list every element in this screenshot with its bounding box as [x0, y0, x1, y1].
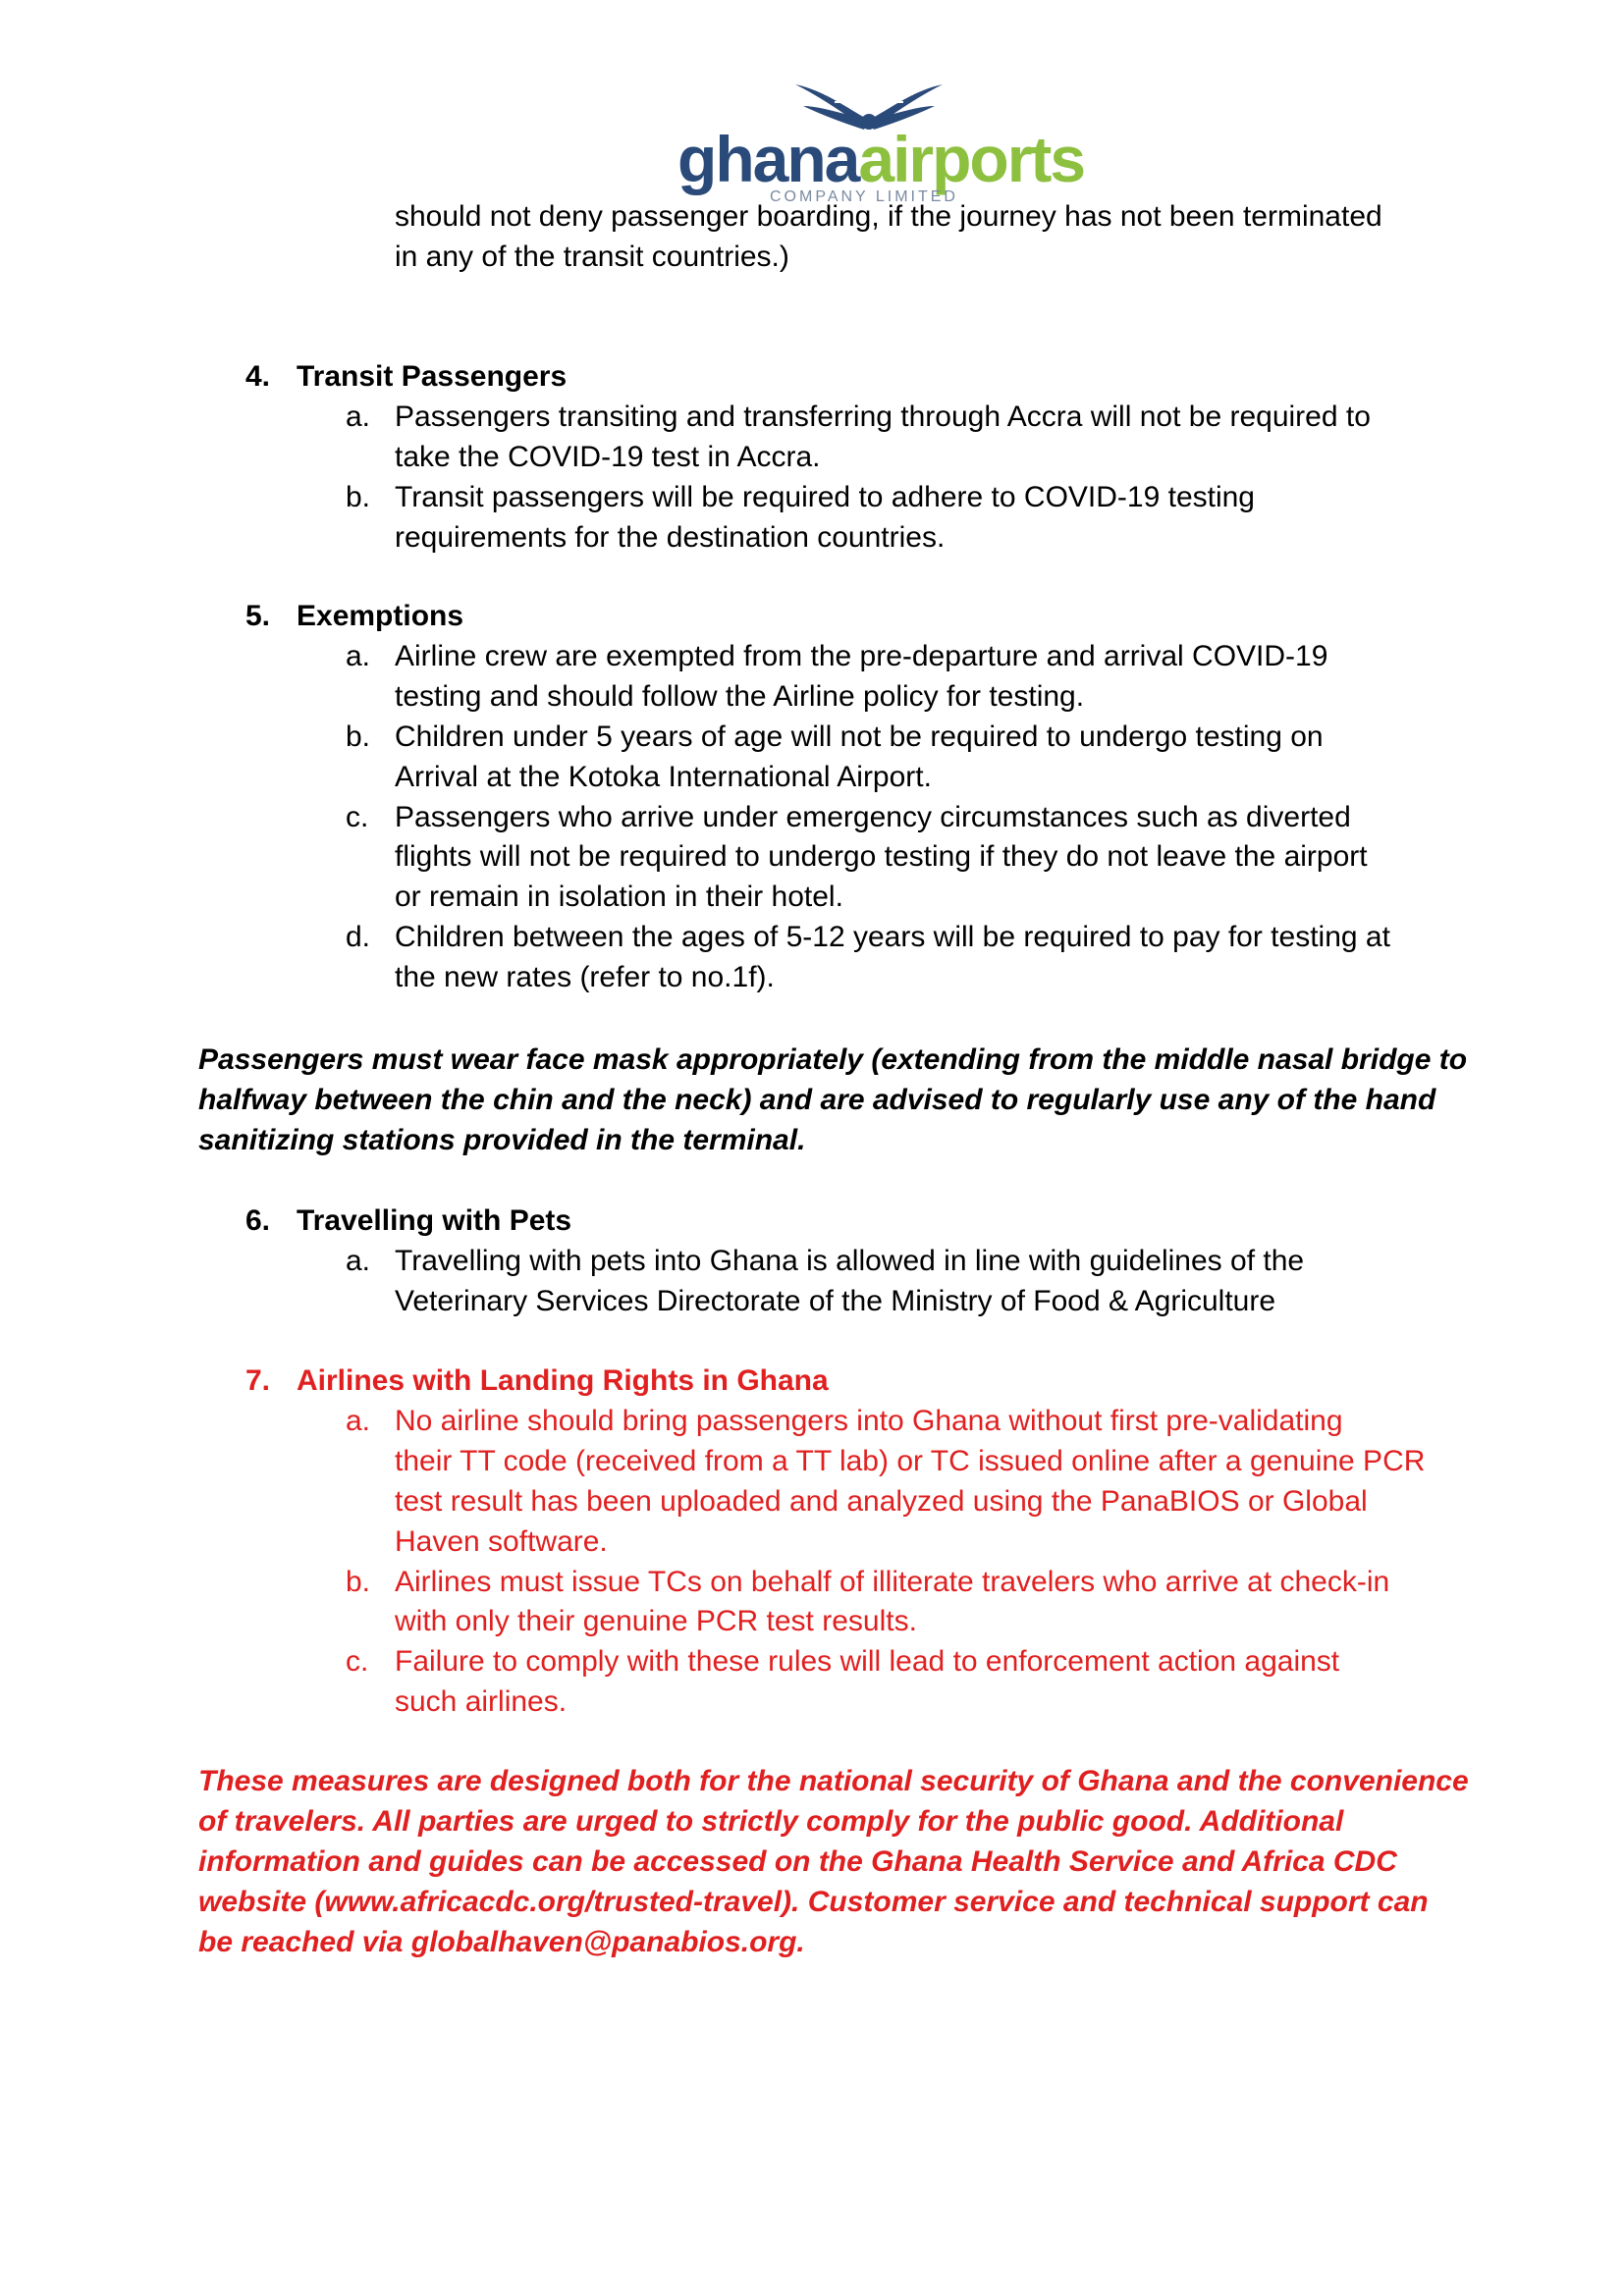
list-item-text: with only their genuine PCR test results. — [395, 1605, 917, 1638]
list-item-text: Children under 5 years of age will not be required to undergo testing on — [395, 720, 1324, 753]
list-marker: b. — [346, 1565, 371, 1598]
list-item-text: test result has been uploaded and analyzed using the PanaBIOS or Global — [395, 1484, 1368, 1518]
list-item-text: take the COVID-19 test in Accra. — [395, 440, 821, 473]
list-marker: d. — [346, 921, 371, 954]
closing-note-line: information and guides can be accessed on the Ghana Health Service and Africa CDC — [198, 1844, 1397, 1878]
list-item-text: Haven software. — [395, 1524, 608, 1558]
logo-subtitle: COMPANY LIMITED — [770, 188, 958, 205]
closing-note-line: of travelers. All parties are urged to strictly comply for the public good. Additional — [198, 1804, 1344, 1838]
mask-note-line: sanitizing stations provided in the terminal. — [198, 1123, 806, 1156]
list-item-text: their TT code (received from a TT lab) or TC issued online after a genuine PCR — [395, 1444, 1426, 1477]
section-title: Transit Passengers — [297, 360, 568, 393]
section-title: Airlines with Landing Rights in Ghana — [297, 1364, 829, 1397]
list-item-text: Travelling with pets into Ghana is allowed in line with guidelines of the — [395, 1244, 1305, 1277]
list-marker: b. — [346, 720, 371, 753]
closing-note-line: be reached via globalhaven@panabios.org. — [198, 1925, 805, 1958]
list-marker: a. — [346, 1244, 371, 1277]
list-item-text: Veterinary Services Directorate of the Ministry of Food & Agriculture — [395, 1284, 1276, 1317]
section-title: Exemptions — [297, 600, 464, 632]
mask-note-line: Passengers must wear face mask appropriately (extending from the middle nasal bridge to — [198, 1043, 1468, 1076]
list-item-text: Airline crew are exempted from the pre-departure and arrival COVID-19 — [395, 639, 1328, 672]
continuation-line: should not deny passenger boarding, if the journey has not been terminated — [395, 200, 1382, 233]
logo-wordmark: ghanaairports — [677, 123, 1085, 195]
list-marker: a. — [346, 1404, 371, 1437]
list-item-text: Arrival at the Kotoka International Airport. — [395, 760, 932, 793]
list-item-text: Failure to comply with these rules will lead to enforcement action against — [395, 1645, 1340, 1679]
mask-note-line: halfway between the chin and the neck) and are advised to regularly use any of the hand — [198, 1083, 1436, 1116]
section-number: 6. — [245, 1204, 271, 1237]
list-item-text: such airlines. — [395, 1685, 568, 1719]
closing-note-line: website (www.africacdc.org/trusted-travel). Customer service and technical support can — [198, 1885, 1429, 1918]
list-marker: c. — [346, 800, 369, 833]
section-number: 4. — [245, 360, 271, 393]
list-marker: a. — [346, 639, 371, 672]
list-item-text: flights will not be required to undergo testing if they do not leave the airport — [395, 840, 1368, 874]
section-number: 7. — [245, 1364, 271, 1397]
list-item-text: Transit passengers will be required to adhere to COVID-19 testing — [395, 480, 1255, 513]
list-marker: b. — [346, 480, 371, 513]
list-marker: a. — [346, 400, 371, 433]
list-item-text: Airlines must issue TCs on behalf of illiterate travelers who arrive at check-in — [395, 1565, 1390, 1598]
closing-note-line: These measures are designed both for the national security of Ghana and the convenience — [198, 1765, 1469, 1797]
list-item-text: Passengers who arrive under emergency circumstances such as diverted — [395, 800, 1351, 833]
list-marker: c. — [346, 1645, 369, 1679]
list-item-text: testing and should follow the Airline policy for testing. — [395, 679, 1085, 713]
list-item-text: Children between the ages of 5-12 years will be required to pay for testing at — [395, 921, 1390, 954]
list-item-text: requirements for the destination countries. — [395, 520, 946, 554]
list-item-text: or remain in isolation in their hotel. — [395, 881, 843, 914]
list-item-text: the new rates (refer to no.1f). — [395, 961, 775, 994]
list-item-text: No airline should bring passengers into Ghana without first pre-validating — [395, 1404, 1343, 1437]
section-title: Travelling with Pets — [297, 1204, 572, 1237]
section-number: 5. — [245, 600, 271, 632]
list-item-text: Passengers transiting and transferring through Accra will not be required to — [395, 400, 1371, 433]
continuation-line: in any of the transit countries.) — [395, 240, 789, 273]
